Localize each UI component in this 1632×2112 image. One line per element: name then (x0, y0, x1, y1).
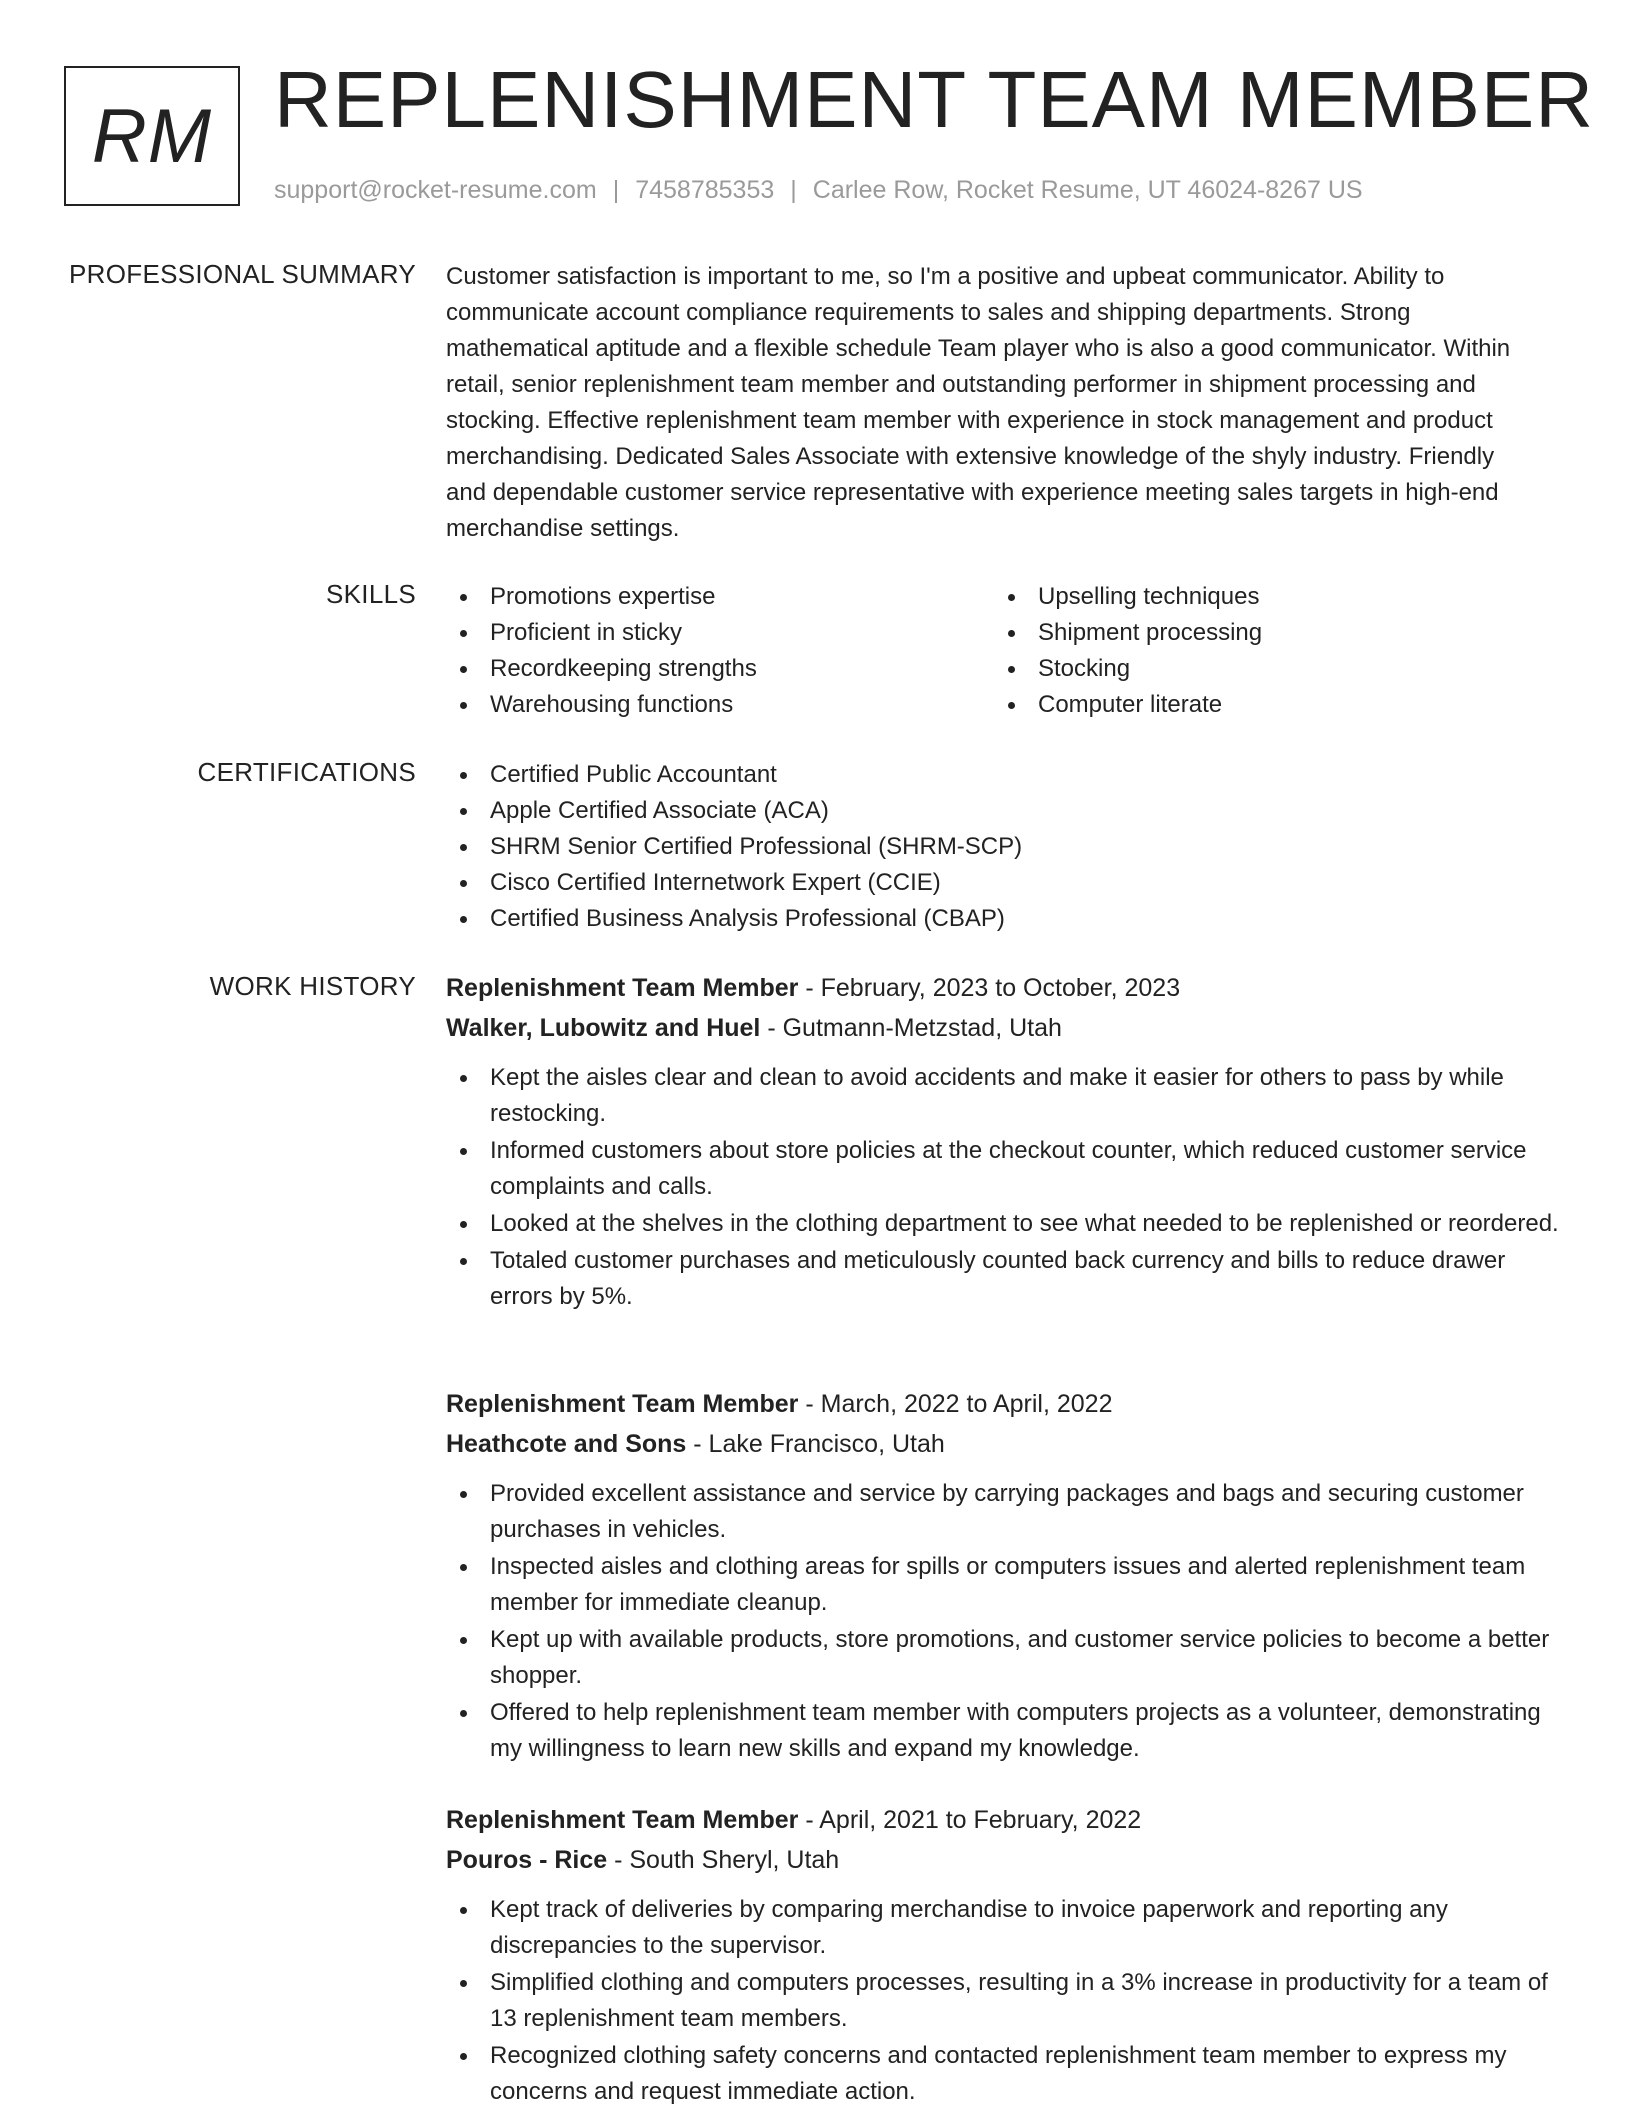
job-duty: Recognized clothing safety concerns and contacted replenishment team member to express my concerns and request immediate action. (446, 2038, 1566, 2110)
job-title-line (446, 1800, 1566, 1840)
job-title: Replenishment Team Member (446, 1390, 799, 1418)
certifications-list (446, 757, 1566, 937)
job-duty: Looked at the shelves in the clothing department to see what needed to be replenished or reordered. (446, 1206, 1566, 1242)
job-title: Replenishment Team Member (446, 974, 799, 1002)
job-entry (446, 1384, 1566, 1768)
skill-item: Proficient in sticky (446, 615, 994, 651)
skills-list (446, 579, 1566, 723)
job-duty: Totaled customer purchases and meticulously counted back currency and bills to reduce drawer errors by 5%. (446, 1243, 1566, 1315)
monogram-logo: RM (64, 66, 240, 206)
job-company-line (446, 1008, 1566, 1048)
skill-item: Promotions expertise (446, 579, 994, 615)
skills-column-left (446, 579, 994, 723)
job-company-line (446, 1424, 1566, 1464)
job-dates: - March, 2022 to April, 2022 (798, 1390, 1113, 1418)
job-duties-list (446, 1476, 1566, 1767)
job-duties-list (446, 1060, 1566, 1315)
work-history-heading: WORK HISTORY (209, 971, 416, 1001)
skill-item: Recordkeeping strengths (446, 651, 994, 687)
contact-address: Carlee Row, Rocket Resume, UT 46024-8267 US (812, 176, 1363, 204)
summary-line: Customer satisfaction is important to me, so I'm a positive and upbeat communicator. Ability to (446, 263, 1445, 290)
summary-line: retail, senior replenishment team member and outstanding performer in shipment processing and (446, 371, 1476, 398)
job-duty: Inspected aisles and clothing areas for spills or computers issues and alerted replenishment team member for immediate cleanup. (446, 1549, 1566, 1621)
job-dates: - February, 2023 to October, 2023 (798, 974, 1181, 1002)
skill-item: Computer literate (994, 687, 1542, 723)
summary-line: mathematical aptitude and a flexible schedule Team player who is also a good communicator. Within (446, 335, 1511, 362)
skills-heading: SKILLS (326, 579, 416, 609)
skill-item: Shipment processing (994, 615, 1542, 651)
summary-line: stocking. Effective replenishment team member with experience in stock management and product (446, 407, 1493, 434)
job-company: Pouros - Rice (446, 1846, 608, 1874)
contact-separator: | (790, 176, 797, 204)
summary-line: and dependable customer service representative with experience meeting sales targets in high-end (446, 479, 1499, 506)
job-location: - South Sheryl, Utah (607, 1846, 840, 1874)
certification-item: Apple Certified Associate (ACA) (446, 793, 1566, 829)
job-title: Replenishment Team Member (446, 1806, 799, 1834)
job-location: - Gutmann-Metzstad, Utah (760, 1014, 1062, 1042)
contact-email[interactable]: support@rocket-resume.com (274, 176, 597, 204)
summary-line: merchandising. Dedicated Sales Associate with extensive knowledge of the shyly industry. Friendly (446, 443, 1495, 470)
job-duty: Provided excellent assistance and service by carrying packages and bags and securing customer purchases in vehicles. (446, 1476, 1566, 1548)
summary-line: communicate account compliance requirements to sales and shipping departments. Strong (446, 299, 1411, 326)
certification-item: SHRM Senior Certified Professional (SHRM-SCP) (446, 829, 1566, 865)
skill-item: Upselling techniques (994, 579, 1542, 615)
job-company: Heathcote and Sons (446, 1430, 687, 1458)
contact-separator: | (612, 176, 620, 204)
job-title-line (446, 968, 1566, 1008)
job-duties-list (446, 1892, 1566, 2110)
job-duty: Kept up with available products, store promotions, and customer service policies to become a better shopper. (446, 1622, 1566, 1694)
skill-item: Warehousing functions (446, 687, 994, 723)
job-location: - Lake Francisco, Utah (686, 1430, 945, 1458)
job-entry (446, 1800, 1566, 2111)
contact-line (274, 176, 1363, 205)
job-duty: Kept track of deliveries by comparing merchandise to invoice paperwork and reporting any discrepancies to the supervisor. (446, 1892, 1566, 1964)
job-dates: - April, 2021 to February, 2022 (798, 1806, 1142, 1834)
summary-heading: PROFESSIONAL SUMMARY (69, 259, 416, 289)
job-duty: Informed customers about store policies at the checkout counter, which reduced customer service complaints and calls. (446, 1133, 1566, 1205)
summary-body (446, 259, 1566, 547)
job-company-line (446, 1840, 1566, 1880)
job-duty: Simplified clothing and computers processes, resulting in a 3% increase in productivity for a team of 13 replenishment team members. (446, 1965, 1566, 2037)
page-title: REPLENISHMENT TEAM MEMBER (274, 55, 1595, 144)
certification-item: Certified Business Analysis Professional (CBAP) (446, 901, 1566, 937)
summary-text (446, 259, 1566, 547)
skill-item: Stocking (994, 651, 1542, 687)
contact-phone[interactable]: 7458785353 (635, 176, 775, 204)
job-company: Walker, Lubowitz and Huel (446, 1014, 761, 1042)
summary-line: merchandise settings. (446, 515, 680, 542)
job-duty: Offered to help replenishment team member with computers projects as a volunteer, demonstrating my willingness to learn new skills and expand my knowledge. (446, 1695, 1566, 1767)
job-entry (446, 968, 1566, 1316)
job-duty: Kept the aisles clear and clean to avoid accidents and make it easier for others to pass by while restocking. (446, 1060, 1566, 1132)
certification-item: Cisco Certified Internetwork Expert (CCIE) (446, 865, 1566, 901)
certifications-body (446, 757, 1566, 937)
certification-item: Certified Public Accountant (446, 757, 1566, 793)
skills-column-right (994, 579, 1542, 723)
job-title-line (446, 1384, 1566, 1424)
certifications-heading: CERTIFICATIONS (197, 757, 416, 787)
